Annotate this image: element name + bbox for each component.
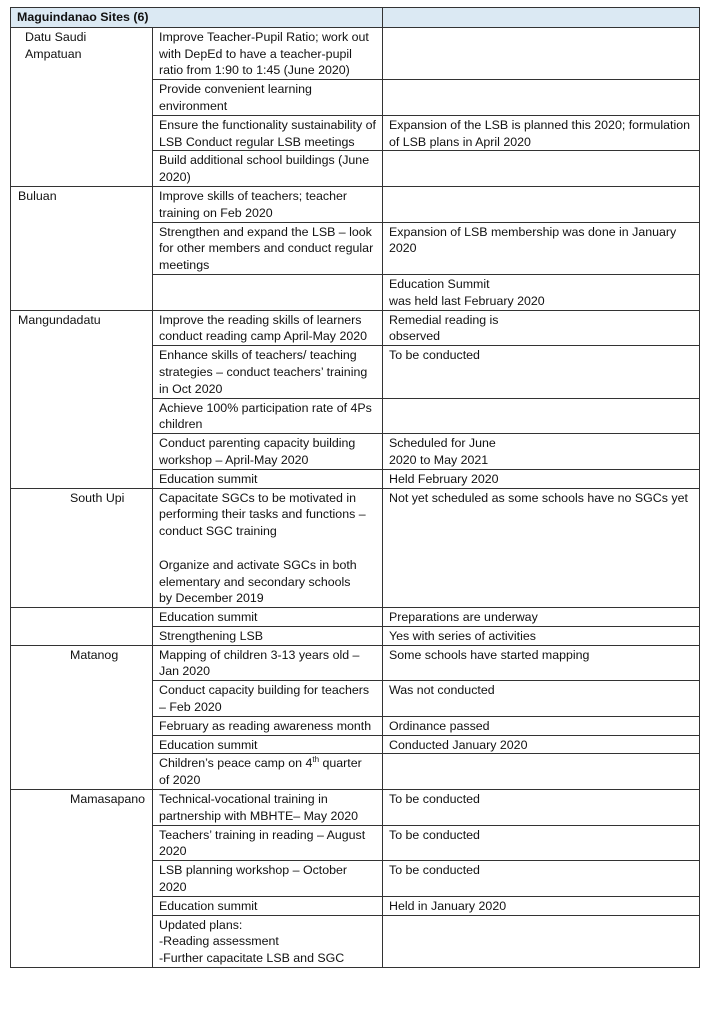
site-name-cell: [11, 608, 153, 646]
status-cell: Ordinance passed: [383, 716, 700, 735]
status-cell: Expansion of the LSB is planned this 2020; formulation of LSB plans in April 2020: [383, 115, 700, 151]
table-row: [11, 186, 700, 222]
site-name-cell: Mamasapano: [11, 790, 153, 968]
status-cell: [383, 398, 700, 434]
sites-table: [10, 7, 700, 968]
status-cell: [383, 754, 700, 790]
status-cell: [383, 27, 700, 79]
activity-text: quarter of 2020: [159, 756, 362, 788]
site-name-cell: Matanog: [11, 645, 153, 789]
status-cell: Was not conducted: [383, 681, 700, 717]
activity-cell: February as reading awareness month: [153, 716, 383, 735]
status-cell: Held in January 2020: [383, 896, 700, 915]
activity-cell: [153, 754, 383, 790]
activity-cell: Education summit: [153, 735, 383, 754]
status-cell: [383, 80, 700, 116]
activity-cell: Conduct parenting capacity building workshop – April-May 2020: [153, 434, 383, 470]
table-title: Maguindanao Sites (6): [11, 8, 383, 28]
table-row: [11, 608, 700, 627]
activity-cell: Technical-vocational training in partnership with MBHTE– May 2020: [153, 790, 383, 826]
document-page: [10, 7, 699, 968]
site-name-cell: Datu Saudi Ampatuan: [11, 27, 153, 186]
status-cell: Yes with series of activities: [383, 626, 700, 645]
status-cell: Not yet scheduled as some schools have no SGCs yet: [383, 488, 700, 608]
status-cell: Scheduled for June 2020 to May 2021: [383, 434, 700, 470]
ordinal-suffix: th: [312, 755, 320, 765]
activity-cell: Strengthening LSB: [153, 626, 383, 645]
activity-cell: [153, 274, 383, 310]
activity-cell: Improve Teacher-Pupil Ratio; work out with DepEd to have a teacher-pupil ratio from 1:90 to 1:45 (June 2020): [153, 27, 383, 79]
status-cell: Expansion of LSB membership was done in January 2020: [383, 222, 700, 274]
status-cell: Conducted January 2020: [383, 735, 700, 754]
activity-cell: Improve the reading skills of learners conduct reading camp April-May 2020: [153, 310, 383, 346]
status-cell: To be conducted: [383, 825, 700, 861]
activity-cell: Updated plans: -Reading assessment -Further capacitate LSB and SGC: [153, 915, 383, 967]
status-cell: [383, 186, 700, 222]
table-header-right: [383, 8, 700, 28]
status-cell: Preparations are underway: [383, 608, 700, 627]
status-cell: Remedial reading is observed: [383, 310, 700, 346]
activity-cell: Enhance skills of teachers/ teaching strategies – conduct teachers’ training in Oct 2020: [153, 346, 383, 398]
site-name-cell: South Upi: [11, 488, 153, 608]
status-cell: To be conducted: [383, 861, 700, 897]
activity-cell: Conduct capacity building for teachers – Feb 2020: [153, 681, 383, 717]
activity-cell: Build additional school buildings (June 2020): [153, 151, 383, 187]
table-row: [11, 310, 700, 346]
activity-cell: Achieve 100% participation rate of 4Ps children: [153, 398, 383, 434]
status-cell: To be conducted: [383, 346, 700, 398]
activity-cell: Mapping of children 3-13 years old – Jan 2020: [153, 645, 383, 681]
status-cell: Education Summit was held last February 2020: [383, 274, 700, 310]
table-row: [11, 488, 700, 608]
activity-text: Children’s peace camp on 4: [159, 756, 313, 771]
activity-cell: Provide convenient learning environment: [153, 80, 383, 116]
status-cell: [383, 151, 700, 187]
activity-cell: Ensure the functionality sustainability of LSB Conduct regular LSB meetings: [153, 115, 383, 151]
activity-cell: Capacitate SGCs to be motivated in performing their tasks and functions – conduct SGC training Organize and activate SGCs in both elementary and secondary schools by December 2019: [153, 488, 383, 608]
site-name-cell: Mangundadatu: [11, 310, 153, 488]
table-body: [11, 27, 700, 967]
status-cell: To be conducted: [383, 790, 700, 826]
activity-cell: Strengthen and expand the LSB – look for other members and conduct regular meetings: [153, 222, 383, 274]
activity-cell: LSB planning workshop – October 2020: [153, 861, 383, 897]
activity-cell: Improve skills of teachers; teacher training on Feb 2020: [153, 186, 383, 222]
activity-cell: Education summit: [153, 608, 383, 627]
table-row: [11, 645, 700, 681]
activity-cell: Teachers’ training in reading – August 2020: [153, 825, 383, 861]
site-name-cell: Buluan: [11, 186, 153, 310]
table-row: [11, 790, 700, 826]
status-cell: [383, 915, 700, 967]
table-row: [11, 27, 700, 79]
table-header-row: [11, 8, 700, 28]
status-cell: Some schools have started mapping: [383, 645, 700, 681]
status-cell: Held February 2020: [383, 469, 700, 488]
activity-cell: Education summit: [153, 896, 383, 915]
activity-cell: Education summit: [153, 469, 383, 488]
